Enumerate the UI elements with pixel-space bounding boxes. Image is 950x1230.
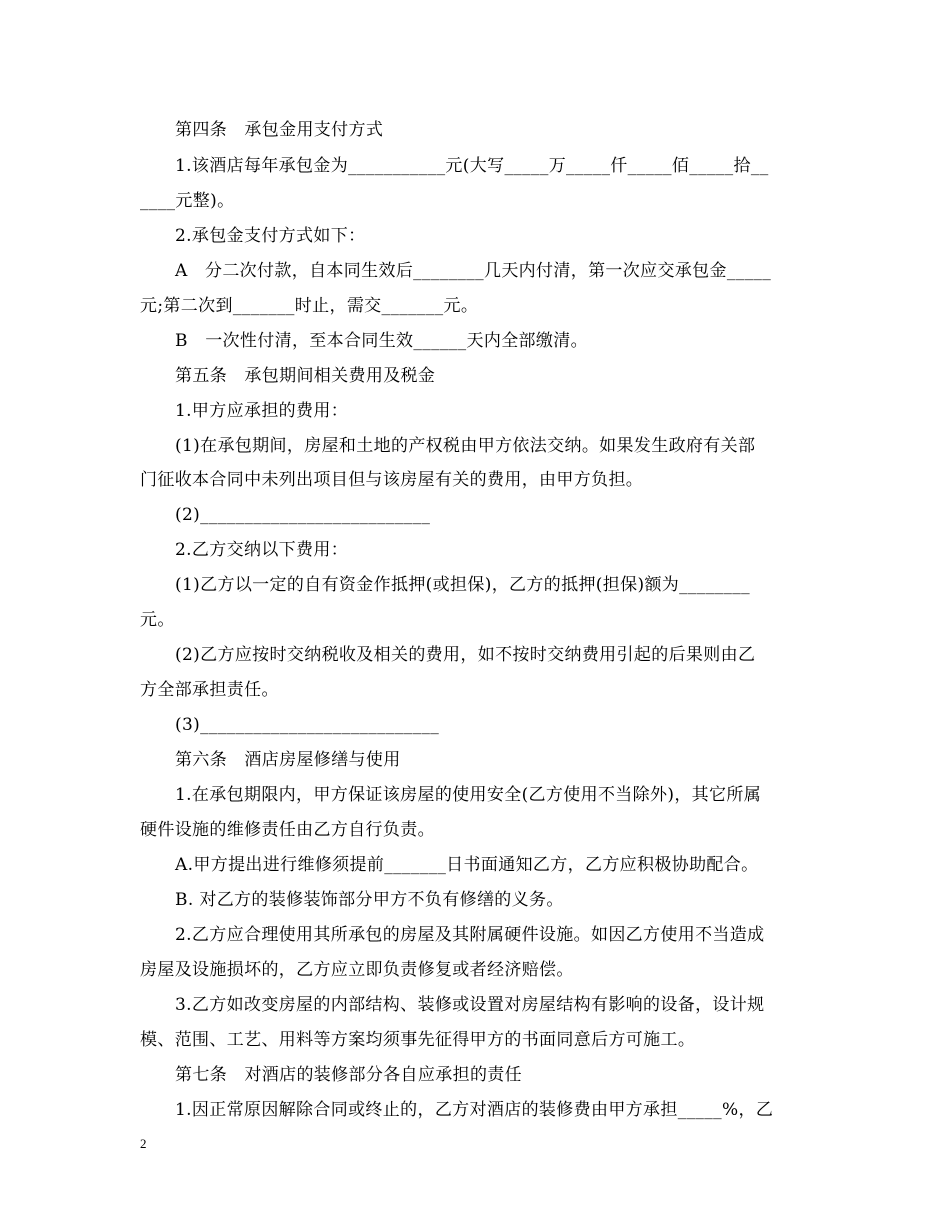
paragraph-line: 1.甲方应承担的费用： [175,401,349,421]
paragraph-line: B. 对乙方的装修装饰部分甲方不负有修缮的义务。 [175,890,564,910]
paragraph-line: 1.该酒店每年承包金为___________元(大写_____万_____仟_____佰_____拾__ [175,156,769,176]
paragraph-line: A 分二次付款，自本同生效后________几天内付清，第一次应交承包金_____ [175,261,772,281]
paragraph-line: 方全部承担责任。 [140,680,279,700]
page-number: 2 [140,1136,147,1151]
paragraph-line: 1.在承包期限内，甲方保证该房屋的使用安全(乙方使用不当除外)，其它所属 [175,785,762,805]
paragraph-line: 房屋及设施损坏的，乙方应立即负责修复或者经济赔偿。 [140,960,574,980]
paragraph-line: 2.承包金支付方式如下： [175,226,366,246]
paragraph-line: (1)在承包期间，房屋和土地的产权税由甲方依法交纳。如果发生政府有关部 [175,436,756,456]
paragraph-line: (2)__________________________ [175,505,431,525]
paragraph-line: 1.因正常原因解除合同或终止的，乙方对酒店的装修费由甲方承担_____%，乙 [175,1100,774,1120]
paragraph-line: ____元整)。 [140,191,235,211]
paragraph-line: 元。 [140,610,175,630]
paragraph-line: 3.乙方如改变房屋的内部结构、装修或设置对房屋结构有影响的设备，设计规 [175,995,765,1015]
article-5-heading: 第五条 承包期间相关费用及税金 [175,366,436,386]
paragraph-line: A.甲方提出进行维修须提前_______日书面通知乙方，乙方应积极协助配合。 [175,855,759,875]
paragraph-line: (2)乙方应按时交纳税收及相关的费用，如不按时交纳费用引起的后果则由乙 [175,645,756,665]
paragraph-line: B 一次性付清，至本合同生效______天内全部缴清。 [175,331,588,351]
paragraph-line: 硬件设施的维修责任由乙方自行负责。 [140,820,435,840]
article-4-heading: 第四条 承包金用支付方式 [175,120,384,140]
paragraph-line: 元;第二次到_______时止，需交_______元。 [140,296,479,316]
paragraph-line: 2.乙方应合理使用其所承包的房屋及其附属硬件设施。如因乙方使用不当造成 [175,925,765,945]
paragraph-line: (3)___________________________ [175,715,440,735]
paragraph-line: (1)乙方以一定的自有资金作抵押(或担保)，乙方的抵押(担保)额为________ [175,575,750,595]
paragraph-line: 2.乙方交纳以下费用： [175,540,349,560]
article-7-heading: 第七条 对酒店的装修部分各自应承担的责任 [175,1065,522,1085]
paragraph-line: 模、范围、工艺、用料等方案均须事先征得甲方的书面同意后方可施工。 [140,1030,696,1050]
article-6-heading: 第六条 酒店房屋修缮与使用 [175,750,401,770]
paragraph-line: 门征收本合同中未列出项目但与该房屋有关的费用，由甲方负担。 [140,470,644,490]
